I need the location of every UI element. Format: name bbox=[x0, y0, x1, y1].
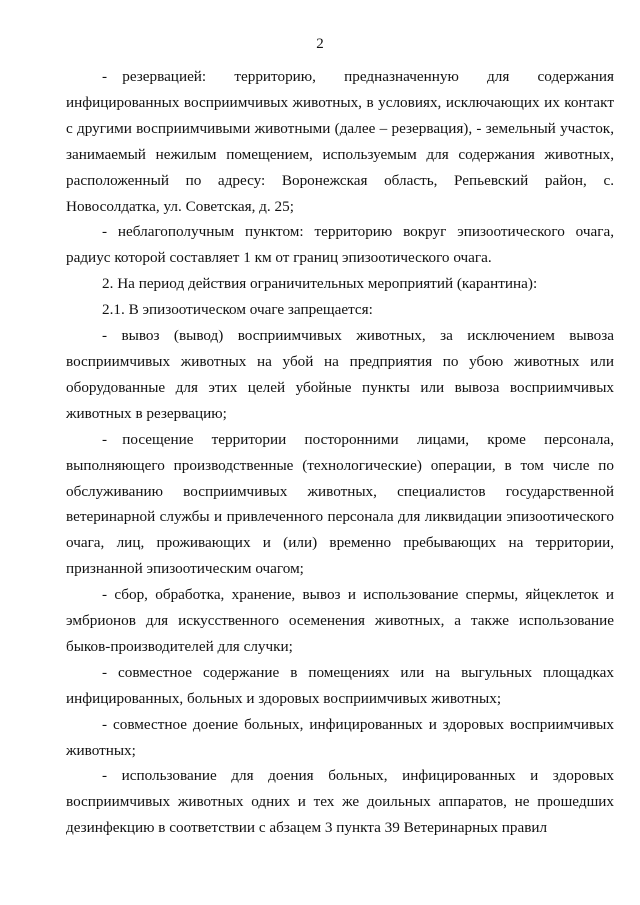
paragraph-section-2: 2. На период действия ограничительных мероприятий (карантина): bbox=[102, 275, 538, 293]
paragraph-joint-milking-ban: - совместное доение больных, инфицированных и здоровых восприимчивых животных; bbox=[66, 715, 614, 759]
paragraph-joint-keeping-ban: - совместное содержание в помещениях или на выгульных площадках инфицированных, больных и здоровых восприимчивых животных; bbox=[66, 663, 614, 707]
paragraph-semen-ban: - сбор, обработка, хранение, вывоз и использование спермы, яйцеклеток и эмбрионов для искусственного осеменения животных, а также использование быков-производителей для случки; bbox=[66, 586, 614, 655]
paragraph-visit-ban: - посещение территории посторонними лицами, кроме персонала, выполняющего производственные (технологические) операции, в том числе по обслуживанию восприимчивых животных, специалистов государственной ветеринарной службы и привлеченного персонала для ликвидации эпизоотического очага, лиц, проживающих и (или) временно пребывающих на территории, признанной эпизоотическим очагом; bbox=[66, 430, 614, 578]
paragraph-milking-equipment-ban: - использование для доения больных, инфицированных и здоровых восприимчивых животных одних и тех же доильных аппаратов, не прошедших дезинфекцию в соответствии с абзацем 3 пункта 39 Ветеринарных правил bbox=[66, 767, 614, 837]
paragraph-unfavorable-point: - неблагополучным пунктом: территорию вокруг эпизоотического очага, радиус которой составляет 1 км от границ эпизоотического очага. bbox=[66, 223, 614, 267]
paragraph-export-ban: - вывоз (вывод) восприимчивых животных, за исключением вывоза восприимчивых животных на убой на предприятия по убою животных или оборудованные для этих целей убойные пункты или вывоза восприимчивых животных в резервацию; bbox=[66, 327, 614, 422]
document-body bbox=[66, 64, 614, 841]
page-number: 2 bbox=[316, 36, 324, 52]
paragraph-section-2-1: 2.1. В эпизоотическом очаге запрещается: bbox=[102, 301, 373, 319]
paragraph-reservation: - резервацией: территорию, предназначенную для содержания инфицированных восприимчивых животных, в условиях, исключающих их контакт с другими восприимчивыми животными (далее – резервация), - земельный участок, занимаемый нежилым помещением, используемым для содержания животных, расположенный по адресу: Воронежская область, Репьевский район, с. Новосолдатка, ул. Советская, д. 25; bbox=[66, 68, 614, 215]
